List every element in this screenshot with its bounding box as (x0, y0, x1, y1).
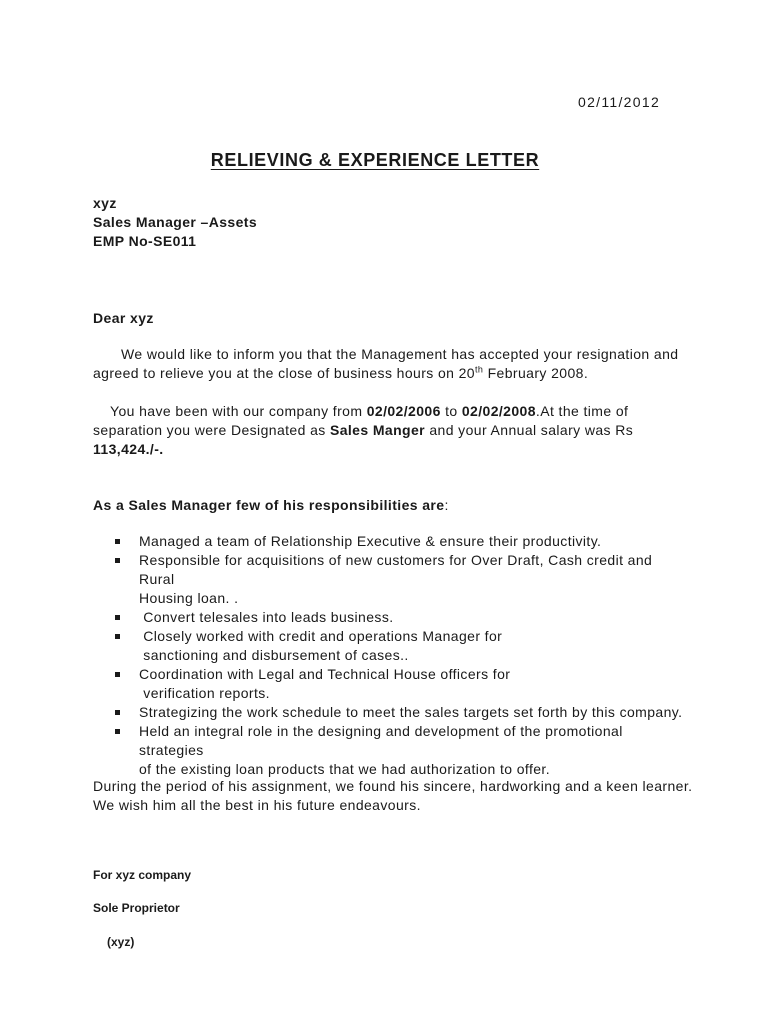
closing-line-2: We wish him all the best in his future endeavours. (93, 797, 421, 813)
list-item-line: Managed a team of Relationship Executive & ensure their productivity. (139, 533, 602, 549)
resignation-line-2-text: agreed to relieve you at the close of business hours on 20 (93, 365, 475, 381)
salutation: Dear xyz (93, 310, 154, 326)
list-item-line: of the existing loan products that we had authorization to offer. (139, 761, 550, 777)
from-date: 02/02/2006 (366, 403, 441, 419)
square-bullet-icon (115, 558, 120, 563)
square-bullet-icon (115, 634, 120, 639)
employee-details (93, 194, 257, 251)
list-item-line: verification reports. (139, 685, 270, 701)
list-item-line: Closely worked with credit and operations Manager for (139, 628, 503, 644)
responsibilities-list (115, 532, 685, 779)
employee-number: EMP No-SE011 (93, 233, 197, 249)
resignation-paragraph (93, 345, 693, 383)
list-item (115, 627, 685, 665)
square-bullet-icon (115, 615, 120, 620)
annual-salary: 113,424./-. (93, 441, 164, 457)
square-bullet-icon (115, 672, 120, 677)
service-paragraph (93, 402, 693, 459)
signature-company: For xyz company (93, 868, 192, 882)
square-bullet-icon (115, 710, 120, 715)
to-date: 02/02/2008 (461, 403, 536, 419)
list-item (115, 703, 685, 722)
list-item (115, 532, 685, 551)
list-item (115, 551, 685, 608)
list-item (115, 722, 685, 779)
service-text-4: separation you were Designated as (93, 422, 330, 438)
responsibilities-heading-text: As a Sales Manager few of his responsibilities are (93, 497, 445, 513)
list-item-line: Held an integral role in the designing and development of the promotional strategies (139, 723, 623, 758)
designated-role: Sales Manger (329, 422, 426, 438)
resignation-line-2-end: February 2008. (483, 365, 589, 381)
service-line-2 (93, 421, 693, 459)
ordinal-suffix: th (474, 364, 484, 375)
signature-role: Sole Proprietor (93, 901, 180, 915)
service-text-3: .At the time of (535, 403, 629, 419)
closing-line-1: During the period of his assignment, we found his sincere, hardworking and a keen learner. (93, 778, 693, 794)
square-bullet-icon (115, 729, 120, 734)
service-line-1 (93, 402, 693, 421)
list-item (115, 608, 685, 627)
list-item-line: Coordination with Legal and Technical House officers for (139, 666, 511, 682)
signature-name: (xyz) (107, 935, 135, 949)
service-text-5: and your Annual salary was Rs (425, 422, 634, 438)
list-item-line: Responsible for acquisitions of new customers for Over Draft, Cash credit and Rural (139, 552, 653, 587)
list-item-line: Strategizing the work schedule to meet the sales targets set forth by this company. (139, 704, 683, 720)
employee-designation: Sales Manager –Assets (93, 214, 258, 230)
letter-title-text: RELIEVING & EXPERIENCE LETTER (210, 150, 540, 170)
list-item-line: sanctioning and disbursement of cases.. (139, 647, 409, 663)
square-bullet-icon (115, 539, 120, 544)
resignation-line-2 (93, 364, 693, 383)
list-item-line: Convert telesales into leads business. (139, 609, 394, 625)
letter-title (0, 150, 768, 171)
service-text-1: You have been with our company from (110, 403, 367, 419)
service-text-2: to (440, 403, 462, 419)
closing-paragraph (93, 777, 693, 815)
letter-date: 02/11/2012 (578, 94, 661, 110)
employee-name: xyz (93, 195, 117, 211)
responsibilities-colon: : (444, 497, 449, 513)
responsibilities-heading (93, 496, 449, 515)
list-item-line: Housing loan. . (139, 590, 239, 606)
list-item (115, 665, 685, 703)
resignation-line-1: We would like to inform you that the Management has accepted your resignation and (121, 346, 679, 362)
